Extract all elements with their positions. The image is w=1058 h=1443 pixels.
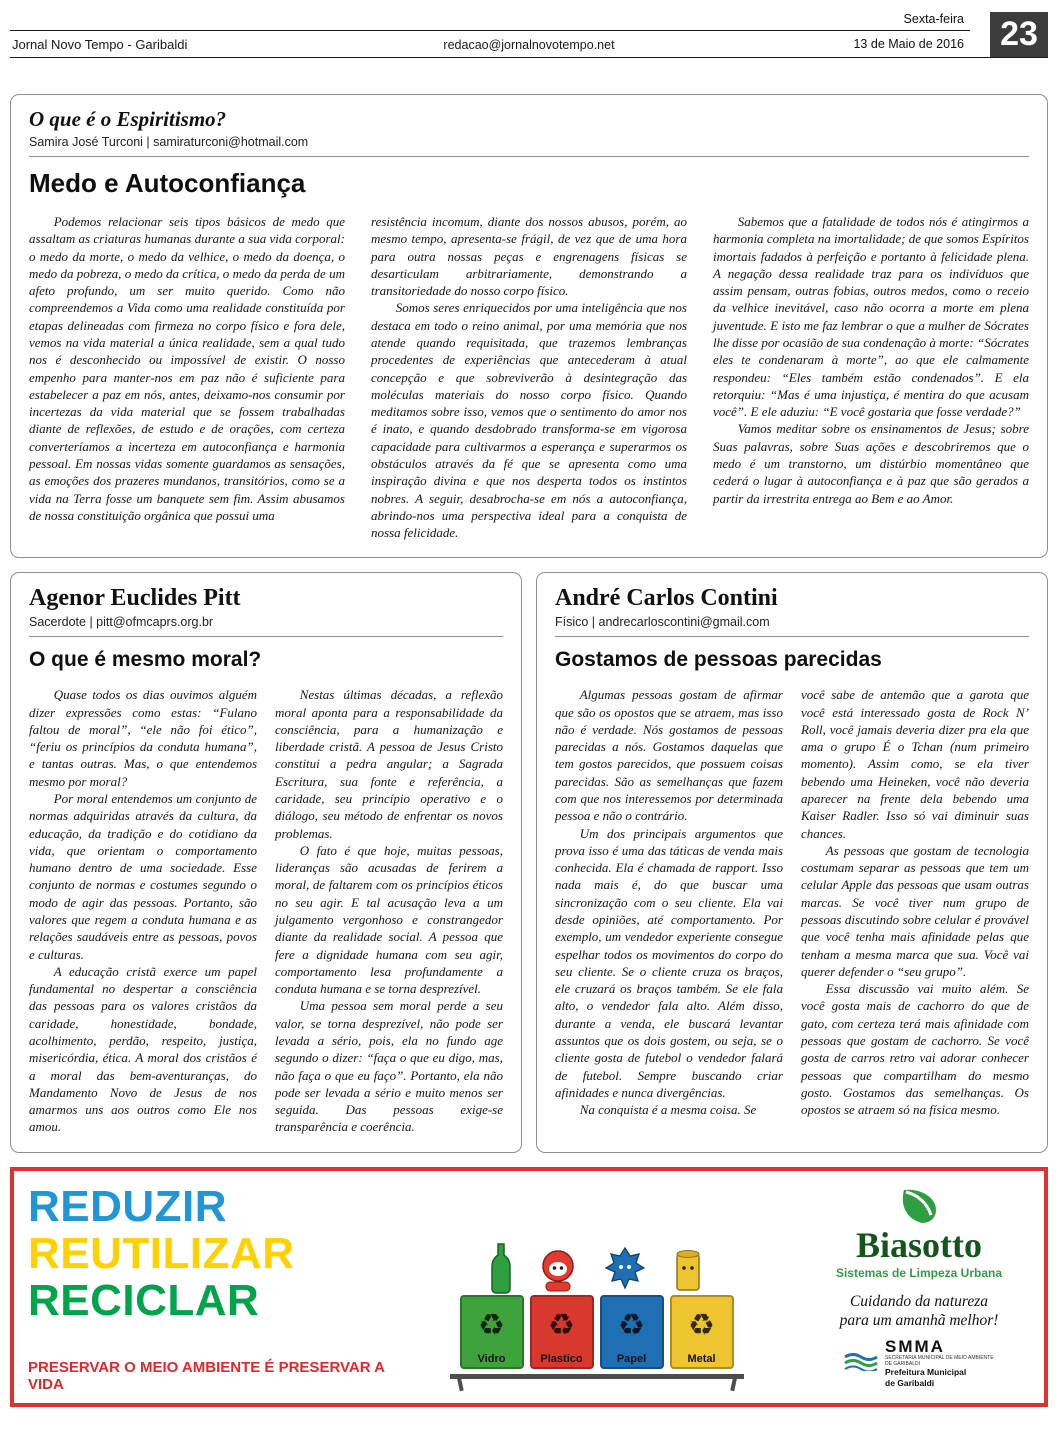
ad-tagline: [794, 1292, 1044, 1331]
article-moral: [10, 572, 522, 1152]
newspaper-name: Jornal Novo Tempo - Garibaldi: [12, 37, 188, 52]
paragraph: Essa discussão vai muito além. Se você gosta mais de cachorro do que de gato, com certeza terá mais afinidade com pessoas que gostam de cachorro. Se você gosta de carros retro vai adorar conhecer pessoas que compartilham do mesmo gosto. Gostamos das semelhanças. Os opostos se atraem só na física mesmo.: [801, 981, 1029, 1118]
bin-metal: [670, 1295, 734, 1369]
article-parecidas: [536, 572, 1048, 1152]
article1-divider: [29, 156, 1029, 157]
article1-columns: [29, 213, 1029, 541]
bin-vidro: [460, 1295, 524, 1369]
article2-column-2: [275, 686, 503, 1135]
paragraph: Uma pessoa sem moral perde a seu valor, se torna desprezível, não pode ser levada a sério, pois, ela no fundo age segundo o dizer: “faça o que eu digo, mas, não faça o que eu faço”. Portanto, ela não pode ser levada a sério e muito menos ser seguida. Das pessoas exige-se transparência e coerência.: [275, 998, 503, 1135]
article1-byline: Samira José Turconi | samiraturconi@hotmail.com: [29, 135, 309, 149]
article2-byline: Sacerdote | pitt@ofmcaprs.org.br: [29, 615, 214, 630]
ad-word-reciclar: RECICLAR: [28, 1275, 260, 1325]
article1-title: Medo e Autoconfiança: [29, 168, 306, 198]
tagline-line1: Cuidando da natureza: [849, 1292, 989, 1310]
smma-logo-block: [794, 1338, 1044, 1387]
bin-papel: [600, 1295, 664, 1369]
page-header: [10, 0, 1048, 58]
article3-author: André Carlos Contini: [555, 585, 778, 612]
advertisement-recycling: [10, 1167, 1048, 1407]
paragraph: A educação cristã exerce um papel fundamental no despertar a consciência das pessoas para os valores cristãos da caridade, honestidade, bondade, acolhimento, perdão, respeito, justiça, misericórdia, ética. A moral dos cristãos é a moral das bem-aventuranças, do Mandamento Novo de Jesus de nos amarmos uns aos outros como Ele nos amou.: [29, 963, 257, 1135]
paper-mascot-icon: [605, 1246, 645, 1299]
paragraph: As pessoas que gostam de tecnologia costumam separar as pessoas que tem um celular Apple das pessoas que usam outras marcas. Se você tiver num grupo de pessoas discutindo sobre celular é provável que você tenha mais afinidade pelas que tenham a mesma marca que sua. Você vai querer defender o “seu grupo”.: [801, 842, 1029, 979]
article1-column-3: [713, 213, 1029, 541]
article3-divider: [555, 636, 1029, 637]
paragraph: Podemos relacionar seis tipos básicos de medo que assaltam as criaturas humanas durante a sua vida corporal: o medo da morte, o medo da velhice, o medo da doença, o medo da pobreza, o medo da crítica, o medo da perda de um afeto profundo, um ser muito querido. Como não compreendemos a Vida como uma realidade constituída por etapas delineadas com firmeza no corpo físico e fora dele, vemos na vida material a única realidade, sem a qual tudo nos é desconhecido ou impossível de existir. O nosso empenho para manter-nos em paz não é suficiente para estabelecer a paz em nós, antes, deixamo-nos consumir por incertezas da vida material que se fossem trabalhadas diante de reflexões, de estudo e de orações, com certeza converteríamos a incerteza em autoconfiança e harmonia pessoal. Em nossas vidas somente guardamos as sensações, as emoções dos prazeres mundanos, transitórios, como se a vida na Terra fosse um banquete sem fim. Assim abusamos de nossa constituição orgânica que possui uma: [29, 214, 345, 523]
bin-plastico: [530, 1295, 594, 1369]
bin-label: Vidro: [477, 1352, 506, 1365]
bin-rack: [450, 1295, 744, 1379]
article1-column-2: [371, 213, 687, 541]
recycle-icon: ♻: [688, 1308, 715, 1344]
newspaper-email: redacao@jornalnovotempo.net: [443, 38, 615, 52]
ad-word-reutilizar: REUTILIZAR: [28, 1228, 295, 1278]
tagline-line2: para um amanhã melhor!: [839, 1312, 999, 1330]
ad-word-reduzir: REDUZIR: [28, 1181, 228, 1231]
header-rule-top: [10, 30, 970, 31]
article2-author: Agenor Euclides Pitt: [29, 585, 241, 612]
header-rule-bottom: [10, 57, 1048, 58]
bottle-mascot-icon: [491, 1242, 511, 1299]
biasotto-leaf-icon: [794, 1181, 1044, 1227]
recycle-icon: ♻: [618, 1308, 645, 1344]
header-date: 13 de Maio de 2016: [853, 37, 964, 51]
paragraph: resistência incomum, diante dos nossos abusos, porém, ao mesmo tempo, apresenta-se frágil, de vez que de uma hora para outra nossas peças e engrenagens físicas se desarticulam arbitrariamente, demonstrando a transitoriedade do nosso corpo físico.: [371, 214, 687, 299]
paragraph: Sabemos que a fatalidade de todos nós é atingirmos a harmonia completa na imortalidade; de que somos Espíritos imortais fadados à perfeição e portanto à felicidade plena. A negação dessa realidade traz para os indivíduos que assim pensam, outras fobias, outros medos, como o receio da velhice inevitável, caso não ocorra a morte em plena juventude. E isto me faz lembrar o que a mulher de Sócrates lhe disse por ocasião de sua condenação à morte: “Sócrates eles te condenaram à morte”, ao que ele calmamente respondeu: “Eles também estão condenados”. E ela retorquiu: “Mas é uma injustiça, é mentira do que acusam você”. E ele aduziu: “E você gostaria que fosse verdade?”: [713, 214, 1029, 420]
article3-title: Gostamos de pessoas parecidas: [555, 648, 882, 672]
paragraph: Algumas pessoas gostam de afirmar que são os opostos que se atraem, mas isso não é verdade. Nós gostamos de pessoas parecidas a nós. Gostamos daquelas que tem gostos parecidos, que possuem coisas parecidas. São as semelhanças que fazem com que nos interessemos por determinada pessoa e não o contrário.: [555, 687, 783, 824]
paragraph: Um dos principais argumentos que prova isso é uma das táticas de venda mais conhecida. Ela é chamada de rapport. Isso nada mais é, do que buscar uma sincronização com o seu cliente. Ela vai desde opiniões, até comportamento. Por exemplo, um vendedor experiente consegue espelhar todos os movimentos do corpo do seu cliente. Se o cliente cruza os braços, ele cruzará os braços também. Se ele fala alto, o vendedor fala alto. Além disso, durante a venda, ele buscará levantar assuntos que os dois gostem, ou seja, se o cliente gosta de futebol o vendedor falará de futebol. Sempre buscando criar afinidades e nunca divergências.: [555, 825, 783, 1100]
paragraph: Na conquista é a mesma coisa. Se: [579, 1102, 757, 1118]
paragraph: Quase todos os dias ouvimos alguém dizer expressões como estas: “Fulano faltou de moral”, “ele não foi ético”, “feriu os princípios da conduta humana”, e tantas outras. Mas, o que entendemos mesmo por moral?: [29, 687, 257, 789]
article2-title: O que é mesmo moral?: [29, 648, 262, 672]
metal-mascot-icon: [673, 1248, 703, 1299]
article3-columns: [555, 686, 1029, 1118]
paragraph: O fato é que hoje, muitas pessoas, lideranças são acusadas de ferirem a moral, de faltarem com os princípios éticos no seu agir. E tal acusação leva a um julgamento vergonhoso e constrangedor diante da realidade social. A pessoa que fere a dignidade humana com seu agir, comportamento lesa profundamente a conduta humana e se torna desprezível.: [275, 842, 503, 997]
company-subtitle: Sistemas de Limpeza Urbana: [835, 1265, 1003, 1280]
article3-column-2: [801, 686, 1029, 1118]
paragraph: Somos seres enriquecidos por uma inteligência que nos destaca em todo o reino animal, por uma memória que nos atende quando requisitada, que trazemos lembranças procedentes de experiências que antecederam à atual concepção e que sobreviverão à desintegração das moléculas materiais do nosso corpo físico. Quando meditamos sobre isso, vemos que o sentimento do amor nos é inato, e quando desdobrado transforma-se em vigorosa capacidade para cultivarmos a esperança e superarmos os obstáculos através da fé que se apresenta como uma inspiração divina e que nos desperta todos os instintos nobres. A seguir, desabrocha-se em nós a autoconfiança, abrindo-nos uma perspectiva ideal para a conquista de nossa felicidade.: [371, 300, 687, 541]
article-espiritismo: [10, 94, 1048, 558]
smma-full-name: SECRETARIA MUNICIPAL DE MEIO AMBIENTE DE GARIBALDI: [885, 1355, 994, 1368]
paragraph: você sabe de antemão que a garota que você está interessado gosta de Rock N’ Roll, você jamais deveria dizer pra ela que ama o grupo É o Tchan (num primeiro momento). Assim como, se ela tiver bebendo uma Heineken, você não deveria aparecer na frente dela bebendo uma Kaiser Radler. Isso só vai diminuir suas chances.: [801, 687, 1029, 841]
page-number: 23: [990, 12, 1048, 57]
plastic-mascot-icon: [539, 1248, 577, 1299]
article2-columns: [29, 686, 503, 1135]
smma-acronym: SMMA: [885, 1337, 945, 1357]
article1-column-1: [29, 213, 345, 541]
smma-org-line2: de Garibaldi: [885, 1377, 935, 1388]
article1-section-title: O que é o Espiritismo?: [29, 107, 227, 131]
articles-row: [10, 572, 1048, 1152]
recycle-icon: ♻: [548, 1308, 575, 1344]
company-name: Biasotto: [856, 1224, 982, 1265]
ad-illustration: [399, 1171, 794, 1403]
ad-slogan-block: [14, 1171, 399, 1403]
smma-waves-icon: [843, 1351, 879, 1376]
bin-label: Plastico: [540, 1352, 583, 1365]
header-weekday: Sexta-feira: [903, 12, 964, 26]
article3-column-1: [555, 686, 783, 1118]
smma-org-line1: Prefeitura Municipal: [885, 1367, 967, 1378]
recycle-icon: ♻: [478, 1308, 505, 1344]
paragraph: Por moral entendemos um conjunto de normas adquiridas através da cultura, da educação, da tradição e do cotidiano da vida, que orientam o comportamento humano dentro de uma sociedade. Esse conjunto de normas e costumes segundo o modo de agir das pessoas. Portanto, são valores que regem a conduta humana e as relações saudáveis entre as pessoas, povos e culturas.: [29, 791, 257, 962]
ad-slogan-text: PRESERVAR O MEIO AMBIENTE É PRESERVAR A VIDA: [28, 1358, 385, 1393]
article3-byline: Físico | andrecarloscontini@gmail.com: [555, 615, 770, 630]
paragraph: Vamos meditar sobre os ensinamentos de Jesus; sobre Suas palavras, sobre Suas ações e descobriremos que o medo é um transtorno, um distúrbio momentâneo que cederá o lugar à autoconfiança e à paz que são gerados a partir da irrestrita entrega ao Bem e ao Amor.: [713, 421, 1029, 506]
article2-column-1: [29, 686, 257, 1135]
ad-mascots: [491, 1243, 703, 1299]
article2-divider: [29, 636, 503, 637]
ad-company-block: [794, 1171, 1044, 1403]
paragraph: Nestas últimas décadas, a reflexão moral aponta para a responsabilidade da consciência, para a humanização e liberdade cristã. A pessoa de Jesus Cristo constitui a pedra angular; a Sagrada Escritura, sua fonte e referência, a caridade, seu princípio operativo e o diálogo, seu método de enfrentar os novos problemas.: [275, 687, 503, 841]
bin-label: Metal: [687, 1352, 716, 1365]
bin-label: Papel: [616, 1352, 647, 1365]
